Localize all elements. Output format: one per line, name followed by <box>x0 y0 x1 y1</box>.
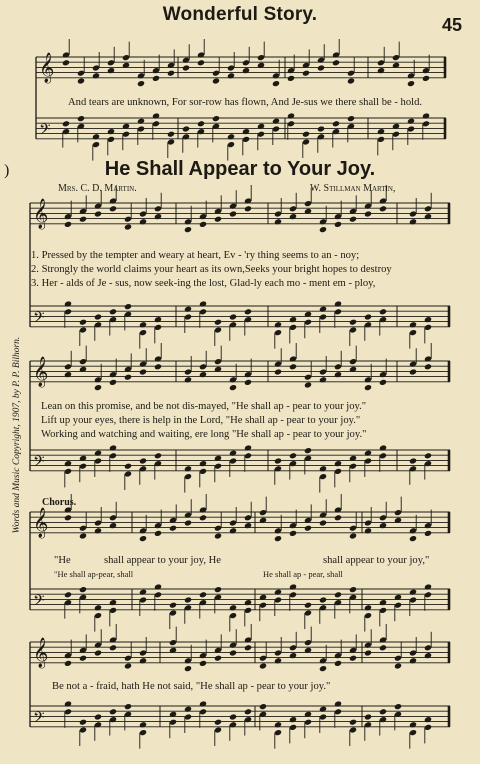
clef-glyph: 𝄢 <box>33 591 45 613</box>
note-head <box>424 363 432 370</box>
verse-line-2: 2. Strongly the world claims your heart as its own,Seeks your bright hopes to destroy <box>31 264 392 275</box>
note-head <box>409 721 417 728</box>
note-head <box>229 604 237 611</box>
chorus-bass-a: "He shall ap-pear, shall <box>54 569 134 579</box>
note-head <box>304 602 312 609</box>
note-head <box>379 522 387 529</box>
note-head <box>409 218 417 225</box>
note-head <box>409 535 417 542</box>
note-head <box>274 368 282 375</box>
note-head <box>124 703 132 710</box>
note-head <box>407 80 415 87</box>
note-head <box>334 221 342 228</box>
note-head <box>139 589 147 596</box>
note-head <box>214 319 222 326</box>
clef-glyph: 𝄞 <box>39 52 55 83</box>
note-head <box>229 384 237 391</box>
note-head <box>409 368 417 375</box>
note-head <box>364 450 372 457</box>
chorus-bass-b: He shall ap - pear, shall <box>263 569 343 579</box>
clef-glyph: 𝄢 <box>33 308 45 330</box>
note-head <box>199 700 207 707</box>
note-head <box>199 591 207 598</box>
note-head <box>349 216 357 223</box>
note-head <box>199 371 207 378</box>
note-head <box>139 218 147 225</box>
note-head <box>242 67 250 74</box>
note-head <box>349 319 357 326</box>
note-head <box>244 522 252 529</box>
note-head <box>302 70 310 77</box>
note-head <box>184 376 192 383</box>
note-head <box>154 530 162 537</box>
note-head <box>334 660 342 667</box>
note-head <box>274 535 282 542</box>
note-head <box>64 591 72 598</box>
note-head <box>79 319 87 326</box>
note-head <box>257 62 265 69</box>
note-head <box>109 644 117 651</box>
note-head <box>199 460 207 467</box>
note-head <box>244 379 252 386</box>
note-head <box>229 313 237 320</box>
clef-glyph: 𝄞 <box>33 356 49 387</box>
note-head <box>424 452 432 459</box>
note-head <box>304 647 312 654</box>
note-head <box>94 450 102 457</box>
note-head <box>407 118 415 125</box>
note-head <box>94 384 102 391</box>
note-head <box>124 303 132 310</box>
note-head <box>154 583 162 590</box>
clef-glyph: 𝄞 <box>33 637 49 668</box>
note-head <box>79 655 87 662</box>
note-head <box>229 649 237 656</box>
note-head <box>334 371 342 378</box>
note-head <box>274 657 282 664</box>
refrain-line-2: Lift up your eyes, there is help in the Lord, "He shall ap - pear to your joy." <box>41 415 361 426</box>
note-head <box>64 371 72 378</box>
note-head <box>167 131 175 138</box>
note-head <box>422 112 430 119</box>
note-head <box>154 316 162 323</box>
note-head <box>109 379 117 386</box>
note-head <box>424 652 432 659</box>
verse-line-1: 1. Pressed by the tempter and weary at heart, Ev - 'ry thing seems to an - noy; <box>31 250 360 261</box>
note-head <box>379 708 387 715</box>
note-head <box>364 210 372 217</box>
note-head <box>152 75 160 82</box>
note-head <box>379 308 387 315</box>
note-head <box>302 131 310 138</box>
note-head <box>244 205 252 212</box>
note-head <box>379 599 387 606</box>
note-head <box>94 313 102 320</box>
note-head <box>289 652 297 659</box>
note-head <box>229 210 237 217</box>
note-head <box>392 123 400 130</box>
note-head <box>332 59 340 66</box>
note-head <box>64 700 72 707</box>
copyright-notice: Words and Music Copyright, 1907, by P. P. Bilhorn. <box>12 336 22 534</box>
note-head <box>154 363 162 370</box>
note-head <box>214 366 222 373</box>
note-head <box>424 716 432 723</box>
note-head <box>422 75 430 82</box>
note-head <box>289 213 297 220</box>
note-head <box>214 216 222 223</box>
note-head <box>274 589 282 596</box>
note-head <box>244 444 252 451</box>
note-head <box>392 62 400 69</box>
chorus-soprano-a: "He <box>54 555 71 566</box>
note-head <box>214 532 222 539</box>
note-head <box>304 711 312 718</box>
note-head <box>79 586 87 593</box>
note-head <box>139 368 147 375</box>
note-head <box>124 463 132 470</box>
note-head <box>169 711 177 718</box>
clef-glyph: 𝄢 <box>33 452 45 474</box>
note-head <box>304 311 312 318</box>
note-head <box>122 62 130 69</box>
note-head <box>152 112 160 119</box>
note-head <box>274 218 282 225</box>
note-head <box>259 662 267 669</box>
note-head <box>244 644 252 651</box>
chorus-final-line: Be not a - fraid, hath He not said, "He shall ap - pear to your joy." <box>52 681 331 692</box>
note-head <box>304 208 312 215</box>
note-head <box>364 604 372 611</box>
note-head <box>184 226 192 233</box>
note-head <box>214 455 222 462</box>
note-head <box>349 366 357 373</box>
note-head <box>109 205 117 212</box>
note-head <box>409 457 417 464</box>
refrain-line-3: Working and watching and waiting, ere long "He shall ap - pear to your joy." <box>41 429 367 440</box>
note-head <box>184 596 192 603</box>
note-head <box>169 525 177 532</box>
song1-lyric: And tears are unknown, For sor-row has flown, And Je-sus we there shall be - hold. <box>68 97 423 108</box>
note-head <box>64 660 72 667</box>
note-head <box>334 460 342 467</box>
note-head <box>349 532 357 539</box>
note-head <box>394 517 402 524</box>
note-head <box>184 306 192 313</box>
words-credit: Mrs. C. D. Martin. <box>58 183 137 194</box>
note-head <box>379 379 387 386</box>
note-head <box>274 721 282 728</box>
note-head <box>64 221 72 228</box>
note-head <box>184 665 192 672</box>
note-head <box>92 133 100 140</box>
note-head <box>199 514 207 521</box>
note-head <box>79 719 87 726</box>
note-head <box>377 67 385 74</box>
verse-line-3: 3. Her - alds of Je - sus, now seek-ing the lost, Glad-ly each mo - ment em - ploy, <box>31 278 376 289</box>
note-head <box>319 706 327 713</box>
note-head <box>62 120 70 127</box>
margin-mark: ) <box>4 162 10 179</box>
note-head <box>334 700 342 707</box>
note-head <box>197 59 205 66</box>
note-head <box>167 70 175 77</box>
note-head <box>334 300 342 307</box>
note-head <box>287 112 295 119</box>
note-head <box>79 216 87 223</box>
note-head <box>349 586 357 593</box>
note-head <box>109 599 117 606</box>
note-head <box>319 306 327 313</box>
chorus-label: Chorus. <box>42 497 77 508</box>
note-head <box>109 708 117 715</box>
note-head <box>169 602 177 609</box>
note-head <box>79 532 87 539</box>
song-title: He Shall Appear to Your Joy. <box>104 158 376 180</box>
note-head <box>349 455 357 462</box>
note-head <box>334 514 342 521</box>
note-head <box>137 118 145 125</box>
note-head <box>94 210 102 217</box>
note-head <box>364 384 372 391</box>
note-head <box>257 123 265 130</box>
note-head <box>122 123 130 130</box>
note-head <box>212 115 220 122</box>
note-head <box>182 64 190 71</box>
note-head <box>334 591 342 598</box>
note-head <box>274 457 282 464</box>
note-head <box>242 128 250 135</box>
note-head <box>304 525 312 532</box>
note-head <box>94 604 102 611</box>
note-head <box>169 647 177 654</box>
note-head <box>272 118 280 125</box>
note-head <box>289 363 297 370</box>
refrain-line-1: Lean on this promise, and be not dis-mayed, "He shall ap - pear to your joy." <box>41 401 367 412</box>
note-head <box>347 115 355 122</box>
note-head <box>154 213 162 220</box>
note-head <box>349 655 357 662</box>
note-head <box>229 527 237 534</box>
note-head <box>124 662 132 669</box>
note-head <box>109 308 117 315</box>
note-head <box>319 519 327 526</box>
note-head <box>214 586 222 593</box>
note-head <box>287 75 295 82</box>
note-head <box>274 321 282 328</box>
note-head <box>319 465 327 472</box>
note-head <box>244 308 252 315</box>
note-head <box>289 716 297 723</box>
note-head <box>259 703 267 710</box>
note-head <box>139 535 147 542</box>
note-head <box>424 583 432 590</box>
note-head <box>139 457 147 464</box>
note-head <box>64 514 72 521</box>
note-head <box>317 125 325 132</box>
note-head <box>77 115 85 122</box>
clef-glyph: 𝄞 <box>33 507 49 538</box>
note-head <box>304 447 312 454</box>
note-head <box>424 213 432 220</box>
note-head <box>79 366 87 373</box>
note-head <box>79 455 87 462</box>
note-head <box>92 72 100 79</box>
note-head <box>272 80 280 87</box>
note-head <box>317 64 325 71</box>
note-head <box>94 649 102 656</box>
note-head <box>259 517 267 524</box>
note-head <box>184 465 192 472</box>
note-head <box>394 594 402 601</box>
note-head <box>229 450 237 457</box>
note-head <box>304 381 312 388</box>
note-head <box>184 519 192 526</box>
note-head <box>139 657 147 664</box>
note-head <box>94 713 102 720</box>
note-head <box>107 128 115 135</box>
note-head <box>394 703 402 710</box>
note-head <box>154 452 162 459</box>
note-head <box>199 300 207 307</box>
note-head <box>319 226 327 233</box>
note-head <box>229 713 237 720</box>
note-head <box>364 713 372 720</box>
note-head <box>409 589 417 596</box>
note-head <box>64 300 72 307</box>
page-number: 45 <box>441 15 462 35</box>
note-head <box>379 444 387 451</box>
note-head <box>184 706 192 713</box>
note-head <box>244 599 252 606</box>
header-title: Wonderful Story. <box>162 4 318 25</box>
note-head <box>289 452 297 459</box>
note-head <box>319 596 327 603</box>
note-head <box>319 665 327 672</box>
note-head <box>137 80 145 87</box>
note-head <box>182 125 190 132</box>
note-head <box>139 321 147 328</box>
note-head <box>244 708 252 715</box>
note-head <box>214 655 222 662</box>
note-head <box>424 530 432 537</box>
note-head <box>347 77 355 84</box>
note-head <box>319 376 327 383</box>
note-head <box>199 660 207 667</box>
clef-glyph: 𝄢 <box>33 708 45 730</box>
note-head <box>289 583 297 590</box>
note-head <box>212 77 220 84</box>
clef-glyph: 𝄞 <box>33 198 49 229</box>
note-head <box>139 721 147 728</box>
chorus-soprano-c: shall appear to your joy," <box>323 555 430 566</box>
note-head <box>197 120 205 127</box>
note-head <box>94 527 102 534</box>
music-credit: W. Stillman Martin, <box>310 183 396 194</box>
note-head <box>109 444 117 451</box>
note-head <box>199 221 207 228</box>
note-head <box>124 223 132 230</box>
note-head <box>289 316 297 323</box>
note-head <box>424 316 432 323</box>
note-head <box>379 644 387 651</box>
note-head <box>259 594 267 601</box>
note-head <box>394 662 402 669</box>
note-head <box>364 527 372 534</box>
note-head <box>409 321 417 328</box>
chorus-soprano-b: shall appear to your joy, He <box>104 555 221 566</box>
note-head <box>364 313 372 320</box>
note-head <box>64 460 72 467</box>
note-head <box>227 133 235 140</box>
note-head <box>289 530 297 537</box>
note-head <box>62 59 70 66</box>
note-head <box>124 374 132 381</box>
note-head <box>107 67 115 74</box>
note-head <box>377 128 385 135</box>
note-head <box>77 77 85 84</box>
note-head <box>364 649 372 656</box>
clef-glyph: 𝄢 <box>39 120 51 142</box>
note-head <box>109 522 117 529</box>
note-head <box>379 205 387 212</box>
note-head <box>227 72 235 79</box>
note-head <box>332 120 340 127</box>
note-head <box>409 657 417 664</box>
note-head <box>214 719 222 726</box>
note-head <box>349 719 357 726</box>
